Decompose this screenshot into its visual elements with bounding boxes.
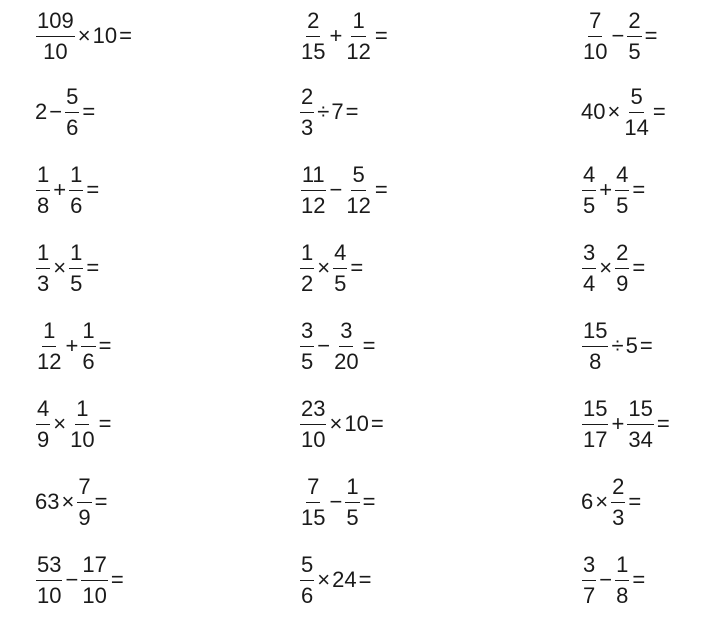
operator: =	[374, 23, 388, 48]
whole-number: 10	[92, 23, 118, 48]
fraction	[36, 317, 62, 374]
operator: +	[53, 177, 67, 202]
problem-r7-c1	[34, 472, 108, 532]
denominator: 5	[70, 270, 83, 296]
numerator: 15	[582, 398, 608, 425]
fraction	[300, 83, 314, 140]
operator: ×	[599, 255, 613, 280]
problem-r6-c3	[580, 394, 671, 454]
problem-r5-c2	[298, 316, 376, 376]
fraction	[300, 317, 314, 374]
problem-r1-c1	[34, 6, 133, 66]
whole-number: 40	[581, 99, 606, 124]
operator: ×	[77, 23, 91, 48]
operator: +	[65, 333, 79, 358]
numerator: 17	[81, 554, 107, 581]
fraction	[300, 239, 314, 296]
whole-number: 6	[581, 489, 594, 514]
numerator: 1	[75, 398, 89, 425]
operator: −	[329, 177, 343, 202]
problem-r6-c2	[298, 394, 385, 454]
whole-number: 2	[35, 99, 48, 124]
denominator: 5	[301, 348, 314, 374]
fraction	[615, 161, 629, 218]
whole-number: 10	[344, 411, 369, 436]
operator: =	[119, 23, 132, 48]
denominator: 5	[628, 38, 641, 64]
denominator: 10	[301, 426, 326, 452]
operator: =	[350, 255, 364, 280]
denominator: 5	[616, 192, 629, 218]
numerator: 2	[615, 242, 629, 269]
operator: =	[98, 411, 112, 436]
denominator: 6	[301, 582, 314, 608]
problem-r1-c3	[580, 6, 658, 66]
fraction	[582, 239, 596, 296]
denominator: 10	[37, 582, 62, 608]
numerator: 2	[306, 10, 320, 37]
denominator: 34	[628, 426, 653, 452]
numerator: 3	[582, 242, 596, 269]
fraction	[615, 551, 629, 608]
fraction	[627, 395, 653, 452]
numerator: 1	[69, 164, 83, 191]
fraction	[36, 239, 50, 296]
fraction	[333, 317, 359, 374]
denominator: 9	[616, 270, 629, 296]
denominator: 10	[43, 38, 68, 64]
numerator: 23	[300, 398, 326, 425]
denominator: 14	[624, 114, 649, 140]
problem-r3-c2	[298, 160, 389, 220]
numerator: 2	[611, 476, 625, 503]
numerator: 1	[36, 242, 50, 269]
operator: −	[329, 489, 343, 514]
problem-r7-c2	[298, 472, 376, 532]
operator: +	[599, 177, 613, 202]
operator: −	[317, 333, 331, 358]
fraction	[611, 473, 625, 530]
problem-r4-c1	[34, 238, 100, 298]
operator: ÷	[317, 99, 330, 124]
denominator: 12	[37, 348, 62, 374]
numerator: 7	[306, 476, 320, 503]
fraction	[582, 7, 608, 64]
numerator: 1	[615, 554, 629, 581]
operator: =	[628, 489, 642, 514]
numerator: 53	[36, 554, 62, 581]
operator: =	[632, 255, 646, 280]
numerator: 1	[300, 242, 314, 269]
problem-r5-c3	[580, 316, 654, 376]
operator: ×	[317, 255, 331, 280]
fraction	[36, 551, 62, 608]
numerator: 4	[333, 242, 347, 269]
whole-number: 24	[332, 567, 357, 592]
numerator: 1	[345, 476, 359, 503]
numerator: 5	[629, 86, 643, 113]
problem-r1-c2	[298, 6, 389, 66]
numerator: 7	[588, 10, 602, 37]
fraction	[65, 83, 79, 140]
whole-number: 63	[35, 489, 60, 514]
problem-r8-c2	[298, 550, 372, 610]
operator: =	[639, 333, 653, 358]
problem-r7-c3	[580, 472, 642, 532]
numerator: 2	[300, 86, 314, 113]
denominator: 8	[589, 348, 602, 374]
operator: −	[611, 23, 625, 48]
fraction	[300, 395, 326, 452]
operator: =	[632, 567, 646, 592]
operator: −	[599, 567, 613, 592]
fraction	[623, 83, 649, 140]
fraction	[582, 395, 608, 452]
operator: ×	[61, 489, 75, 514]
operator: ×	[53, 411, 67, 436]
denominator: 15	[301, 504, 326, 530]
fraction	[300, 7, 326, 64]
denominator: 6	[70, 192, 83, 218]
operator: =	[362, 489, 376, 514]
denominator: 3	[301, 114, 314, 140]
operator: =	[82, 99, 96, 124]
numerator: 1	[81, 320, 95, 347]
fraction	[345, 161, 371, 218]
denominator: 15	[301, 38, 326, 64]
numerator: 4	[36, 398, 50, 425]
denominator: 6	[66, 114, 79, 140]
denominator: 10	[583, 38, 608, 64]
fraction	[81, 317, 95, 374]
numerator: 4	[582, 164, 596, 191]
fraction	[582, 161, 596, 218]
denominator: 5	[583, 192, 596, 218]
fraction	[582, 317, 608, 374]
denominator: 8	[616, 582, 629, 608]
operator: =	[374, 177, 388, 202]
fraction	[300, 161, 326, 218]
operator: =	[86, 177, 100, 202]
denominator: 17	[583, 426, 608, 452]
denominator: 12	[301, 192, 326, 218]
operator: =	[652, 99, 666, 124]
denominator: 9	[78, 504, 91, 530]
operator: ×	[595, 489, 609, 514]
denominator: 3	[612, 504, 625, 530]
numerator: 2	[627, 10, 641, 37]
operator: ÷	[611, 333, 624, 358]
denominator: 20	[334, 348, 359, 374]
fraction	[36, 7, 75, 64]
numerator: 11	[301, 164, 326, 191]
fraction	[627, 7, 641, 64]
fraction	[69, 161, 83, 218]
fraction	[300, 473, 326, 530]
numerator: 1	[69, 242, 83, 269]
numerator: 1	[36, 164, 50, 191]
denominator: 3	[37, 270, 50, 296]
numerator: 5	[65, 86, 79, 113]
operator: ×	[329, 411, 343, 436]
problem-r2-c2	[298, 82, 359, 142]
fraction	[582, 551, 596, 608]
operator: ×	[607, 99, 621, 124]
denominator: 8	[37, 192, 50, 218]
numerator: 3	[339, 320, 353, 347]
fraction	[69, 395, 95, 452]
operator: =	[632, 177, 646, 202]
operator: =	[110, 567, 124, 592]
problem-r5-c1	[34, 316, 112, 376]
problem-r3-c1	[34, 160, 100, 220]
problem-r6-c1	[34, 394, 112, 454]
denominator: 5	[346, 504, 359, 530]
fraction	[300, 551, 314, 608]
denominator: 10	[70, 426, 95, 452]
operator: =	[656, 411, 670, 436]
operator: ×	[53, 255, 67, 280]
operator: =	[644, 23, 658, 48]
numerator: 15	[627, 398, 653, 425]
numerator: 3	[582, 554, 596, 581]
fraction	[36, 395, 50, 452]
numerator: 5	[351, 164, 365, 191]
operator: =	[358, 567, 372, 592]
problem-r4-c2	[298, 238, 364, 298]
operator: +	[329, 23, 343, 48]
numerator: 15	[582, 320, 608, 347]
problem-r2-c3	[580, 82, 667, 142]
denominator: 10	[82, 582, 107, 608]
operator: =	[94, 489, 108, 514]
fraction	[615, 239, 629, 296]
denominator: 12	[346, 192, 371, 218]
denominator: 12	[346, 38, 371, 64]
fraction	[333, 239, 347, 296]
operator: −	[49, 99, 63, 124]
numerator: 3	[300, 320, 314, 347]
fraction	[81, 551, 107, 608]
whole-number: 7	[331, 99, 344, 124]
operator: −	[65, 567, 79, 592]
operator: =	[98, 333, 112, 358]
denominator: 7	[583, 582, 596, 608]
numerator: 4	[615, 164, 629, 191]
numerator: 1	[351, 10, 365, 37]
fraction	[77, 473, 91, 530]
denominator: 6	[82, 348, 95, 374]
numerator: 5	[300, 554, 314, 581]
operator: =	[370, 411, 384, 436]
fraction	[36, 161, 50, 218]
operator: ×	[317, 567, 331, 592]
problem-r2-c1	[34, 82, 96, 142]
fraction	[69, 239, 83, 296]
numerator: 7	[77, 476, 91, 503]
problem-r8-c1	[34, 550, 125, 610]
operator: =	[345, 99, 359, 124]
denominator: 9	[37, 426, 50, 452]
problem-r4-c3	[580, 238, 646, 298]
operator: =	[362, 333, 376, 358]
fraction	[345, 473, 359, 530]
numerator: 1	[42, 320, 56, 347]
problem-r3-c3	[580, 160, 646, 220]
operator: +	[611, 411, 625, 436]
fraction	[345, 7, 371, 64]
numerator: 109	[36, 10, 75, 37]
problem-r8-c3	[580, 550, 646, 610]
whole-number: 5	[625, 333, 638, 358]
denominator: 4	[583, 270, 596, 296]
denominator: 5	[334, 270, 347, 296]
operator: =	[86, 255, 100, 280]
denominator: 2	[301, 270, 314, 296]
